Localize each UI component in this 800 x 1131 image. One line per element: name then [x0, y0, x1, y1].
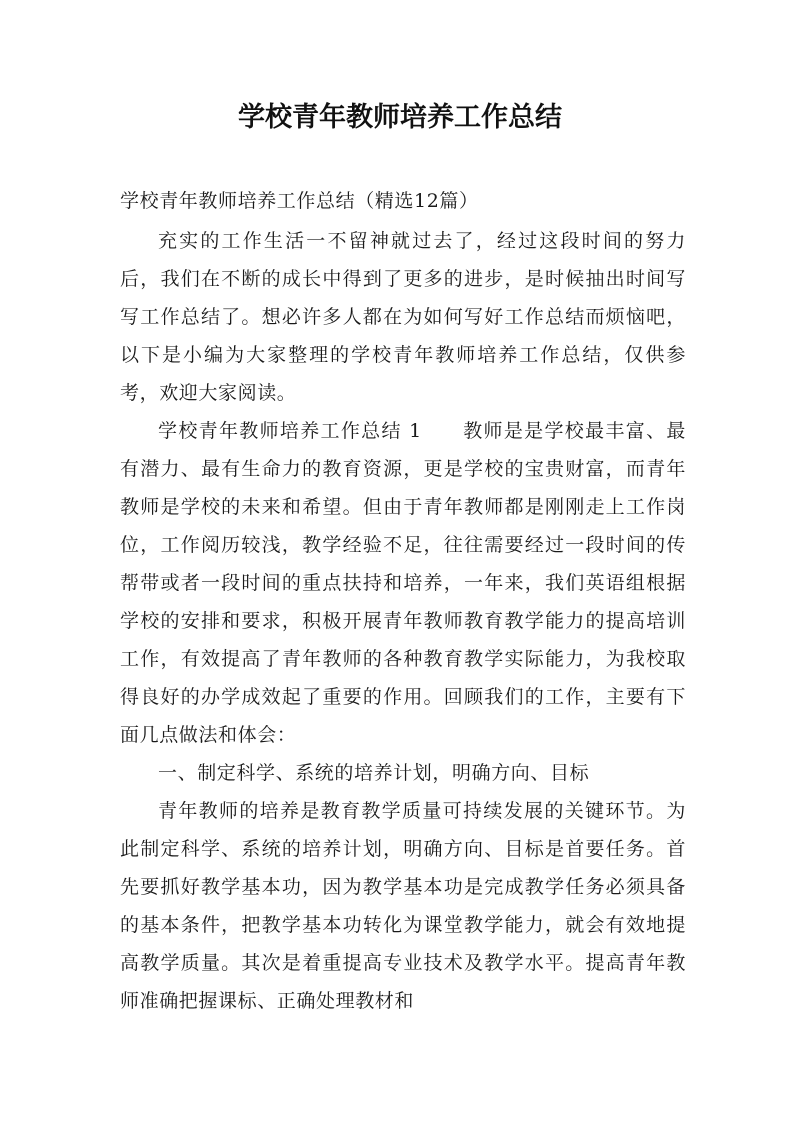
document-subtitle: 学校青年教师培养工作总结（精选12篇）: [120, 190, 479, 212]
section-heading-1: 一、制定科学、系统的培养计划，明确方向、目标: [158, 762, 590, 784]
body-paragraph: 青年教师的培养是教育教学质量可持续发展的关键环节。为此制定科学、系统的培养计划，明确方向、目标是首要任务。首先要抓好教学基本功，因为教学基本功是完成教学任务必须具备的基本条件，把教学基本功转化为课堂教学能力，就会有效地提高教学质量。其次是着重提高专业技术及教学水平。提高青年教师准确把握课标、正确处理教材和: [120, 800, 686, 1012]
document-title: 学校青年教师培养工作总结: [238, 102, 562, 133]
intro-paragraph: 充实的工作生活一不留神就过去了，经过这段时间的努力后，我们在不断的成长中得到了更多的进步，是时候抽出时间写写工作总结了。想必许多人都在为如何写好工作总结而烦恼吧，以下是小编为大家整理的学校青年教师培养工作总结，仅供参考，欢迎大家阅读。: [120, 230, 686, 404]
section-1-paragraph: 学校青年教师培养工作总结 1 教师是是学校最丰富、最有潜力、最有生命力的教育资源，更是学校的宝贵财富，而青年教师是学校的未来和希望。但由于青年教师都是刚刚走上工作岗位，工作阅历较浅，教学经验不足，往往需要经过一段时间的传帮带或者一段时间的重点扶持和培养，一年来，我们英语组根据学校的安排和要求，积极开展青年教师教育教学能力的提高培训工作，有效提高了青年教师的各种教育教学实际能力，为我校取得良好的办学成效起了重要的作用。回顾我们的工作，主要有下面几点做法和体会：: [120, 420, 686, 746]
document-body: [120, 182, 686, 1020]
